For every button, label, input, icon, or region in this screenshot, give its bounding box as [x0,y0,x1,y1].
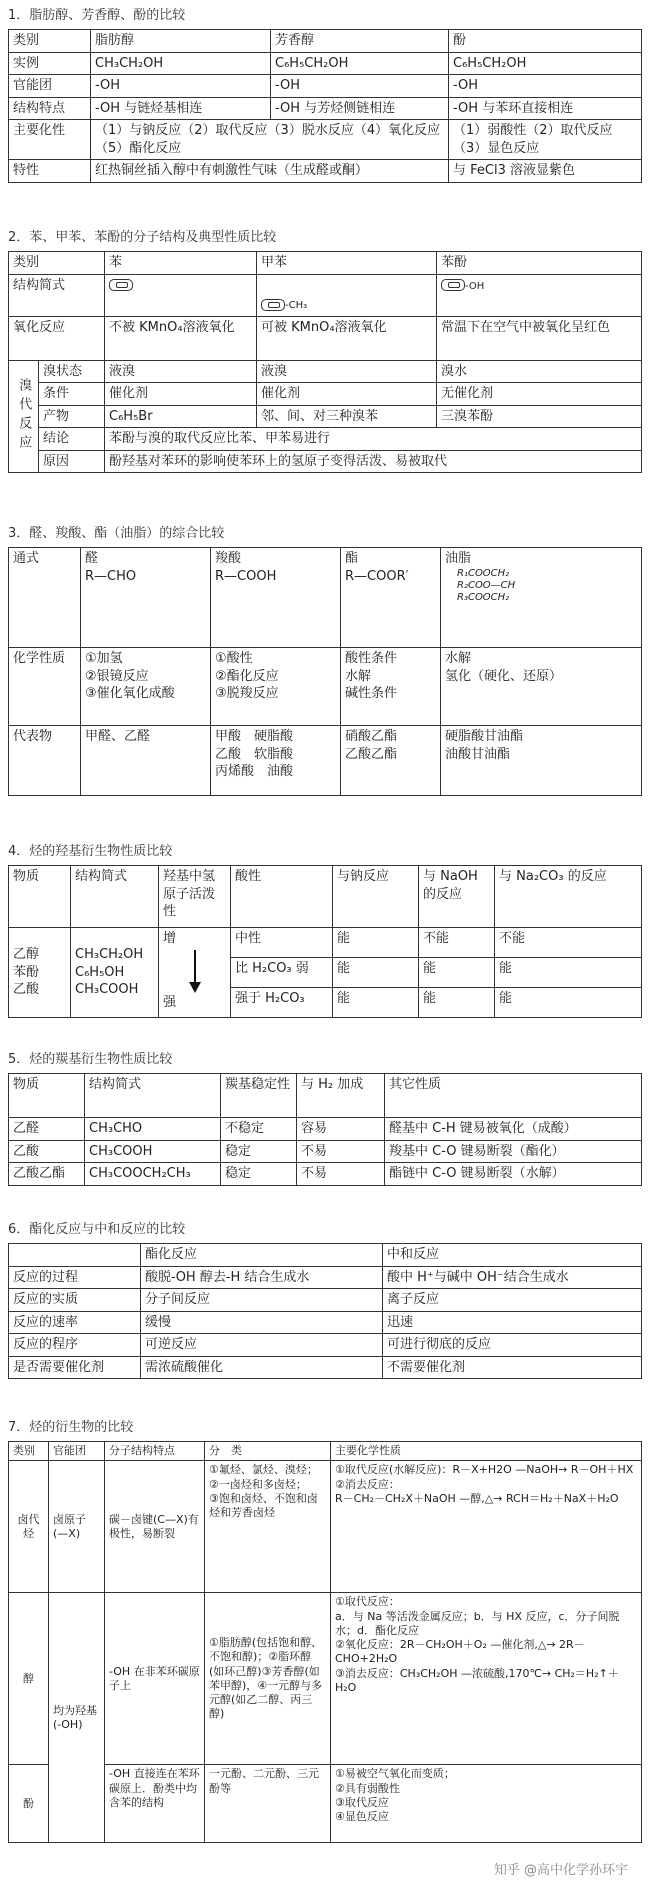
cell: 迅速 [383,1311,642,1334]
header-cell: 酸性 [231,866,333,928]
cell: 羧酸 R—COOH [211,548,341,648]
cell: 卤原子(—X) [49,1461,105,1593]
cell: -OH 与苯环直接相连 [449,97,642,120]
cell: 特性 [9,160,91,183]
header-cell: 主要化学性质 [331,1442,642,1461]
cell: 不能 [419,928,495,958]
table-row [9,383,642,406]
section-3 [8,522,642,796]
header-cell: 脂肪醇 [91,30,271,53]
cell: 溴水 [437,360,642,383]
cell: 催化剂 [257,383,437,406]
header-cell: 其它性质 [385,1074,642,1118]
cell: -OH [91,75,271,98]
header-cell: 类别 [9,1442,49,1461]
cell: 三溴苯酚 [437,405,642,428]
table-row [9,1140,642,1163]
cell: 液溴 [105,360,257,383]
table-row [9,405,642,428]
table-row [9,120,642,160]
cell: 均为羟基(-OH) [49,1593,105,1843]
cell: 稳定 [221,1140,297,1163]
cell: -OH 在非苯环碳原子上 [105,1593,205,1765]
header-cell: 类别 [9,252,105,275]
cell: 乙醇 苯酚 乙酸 [9,928,71,1018]
cell: 酸性条件 水解 碱性条件 [341,648,441,726]
cell: 强于 H₂CO₃ [231,988,333,1018]
cell: 能 [419,958,495,988]
header-cell: 物质 [9,1074,85,1118]
header-cell: 与 Na₂CO₃ 的反应 [495,866,642,928]
cell: 可逆反应 [141,1334,383,1357]
cell: 需浓硫酸催化 [141,1356,383,1379]
cell: -OH 与链烃基相连 [91,97,271,120]
cell: CH₃COOCH₂CH₃ [85,1163,221,1186]
cell: ①取代反应(水解反应)：R－X+H2O —NaOH→ R－OH＋HX ②消去反应： R－CH₂－CH₂X＋NaOH —醇,△→ RCH＝H₂＋NaX＋H₂O [331,1461,642,1593]
table-row [9,1311,642,1334]
watermark: 知乎 @高中化学孙环宇 [490,1857,632,1880]
table-3 [8,547,642,796]
header-cell [9,1244,141,1267]
section-1-title: 1．脂肪醇、芳香醇、酚的比较 [8,8,186,23]
cell: 邻、间、对三种溴苯 [257,405,437,428]
cell: 能 [419,988,495,1018]
cell: 比 H₂CO₃ 弱 [231,958,333,988]
cell: -OH [271,75,449,98]
cell: 液溴 [257,360,437,383]
table-1 [8,29,642,183]
cell: 结论 [39,428,105,451]
cell: 反应的实质 [9,1289,141,1312]
table-5 [8,1073,642,1186]
cell: 红热铜丝插入醇中有刺激性气味（生成醛或酮） [91,160,449,183]
header-cell: 结构简式 [71,866,159,928]
table-row [9,928,642,958]
cell: 分子间反应 [141,1289,383,1312]
cell: 乙酸 [9,1140,85,1163]
benzene-ring-icon [109,279,133,291]
cell: CH₃CH₂OH [91,52,271,75]
benzene-ring-icon [261,299,285,311]
table-row [9,52,642,75]
cell: 苯酚与溴的取代反应比苯、甲苯易进行 [105,428,642,451]
cell: CH₃CHO [85,1118,221,1141]
section-7-title: 7．烃的衍生物的比较 [8,1420,134,1435]
cell: 中性 [231,928,333,958]
cell: 酚羟基对苯环的影响使苯环上的氢原子变得活泼、易被取代 [105,450,642,473]
cell: 羧基中 C-O 键易断裂（酯化） [385,1140,642,1163]
cell: 油脂 R₁COOCH₂ R₂COO—CH R₃COOCH₂ [441,548,642,648]
cell: CH₃COOH [85,1140,221,1163]
section-2 [8,226,642,473]
cell: 常温下在空气中被氧化呈红色 [437,316,642,360]
cell: 不能 [495,928,642,958]
header-cell: 羰基稳定性 [221,1074,297,1118]
header-cell: 结构简式 [85,1074,221,1118]
cell: C₆H₅CH₂OH [449,52,642,75]
header-cell: 官能团 [49,1442,105,1461]
benzene-ring-icon [441,279,465,291]
cell: 酸中 H⁺与碱中 OH⁻结合生成水 [383,1266,642,1289]
cell: 实例 [9,52,91,75]
cell: 原因 [39,450,105,473]
cell: 与 FeCl3 溶液显紫色 [449,160,642,183]
cell: 能 [495,988,642,1018]
cell: （1）与钠反应（2）取代反应（3）脱水反应（4）氧化反应（5）酯化反应 [91,120,449,160]
header-cell: 甲苯 [257,252,437,275]
cell: 卤代烃 [9,1461,49,1593]
cell: 主要化性 [9,120,91,160]
table-row [9,1334,642,1357]
section-4 [8,840,642,1018]
down-arrow-icon [180,948,210,994]
cell: 结构特点 [9,97,91,120]
cell: 不易 [297,1163,385,1186]
section-3-title: 3．醛、羧酸、酯（油脂）的综合比较 [8,526,225,541]
cell: 催化剂 [105,383,257,406]
section-2-title: 2．苯、甲苯、苯酚的分子结构及典型性质比较 [8,230,277,245]
table-row [9,75,642,98]
table-row [9,1442,642,1461]
cell: （1）弱酸性（2）取代反应（3）显色反应 [449,120,642,160]
header-cell: 分 类 [205,1442,331,1461]
cell: 容易 [297,1118,385,1141]
toluene-structure: -CH₃ [257,274,437,316]
cell: 反应的程序 [9,1334,141,1357]
header-cell: 苯酚 [437,252,642,275]
phenol-structure: -OH [437,274,642,316]
cell: 能 [333,928,419,958]
cell: 硝酸乙酯 乙酸乙酯 [341,726,441,796]
table-row [9,1266,642,1289]
cell: 能 [333,958,419,988]
cell: 溴状态 [39,360,105,383]
cell: 能 [333,988,419,1018]
cell: 结构简式 [9,274,105,316]
cell: 酯链中 C-O 键易断裂（水解） [385,1163,642,1186]
cell: 不易 [297,1140,385,1163]
header-cell: 芳香醇 [271,30,449,53]
cell: 条件 [39,383,105,406]
benzene-structure [105,274,257,316]
section-4-title: 4．烃的羟基衍生物性质比较 [8,844,173,859]
cell: 水解 氢化（硬化、还原） [441,648,642,726]
fat-formula: R₁COOCH₂ R₂COO—CH R₃COOCH₂ [457,567,516,603]
cell: 乙酸乙酯 [9,1163,85,1186]
cell: 醛 R—CHO [81,548,211,648]
header-cell: 与 H₂ 加成 [297,1074,385,1118]
cell: 硬脂酸甘油酯 油酸甘油酯 [441,726,642,796]
table-row [9,726,642,796]
cell: 官能团 [9,75,91,98]
cell: 缓慢 [141,1311,383,1334]
cell: 可被 KMnO₄溶液氧化 [257,316,437,360]
table-7 [8,1441,642,1843]
cell: ①加氢 ②银镜反应 ③催化氧化成酸 [81,648,211,726]
cell: -OH 与芳烃侧链相连 [271,97,449,120]
section-5-title: 5．烃的羰基衍生物性质比较 [8,1052,173,1067]
bromination-label: 溴代反应 [9,360,39,473]
cell: 反应的速率 [9,1311,141,1334]
table-row [9,428,642,451]
cell: 不被 KMnO₄溶液氧化 [105,316,257,360]
table-row [9,866,642,928]
table-row [9,450,642,473]
cell: 不稳定 [221,1118,297,1141]
cell: ①氟烃、氯烃、溴烃； ②一卤烃和多卤烃； ③饱和卤烃、不饱和卤烃和芳香卤烃 [205,1461,331,1593]
header-cell: 物质 [9,866,71,928]
table-row [9,316,642,360]
table-row [9,1244,642,1267]
table-row [9,648,642,726]
cell: 醛基中 C-H 键易被氧化（成酸） [385,1118,642,1141]
table-row [9,1593,642,1765]
cell: 酚 [9,1765,49,1843]
cell: 稳定 [221,1163,297,1186]
cell: C₆H₅Br [105,405,257,428]
cell: C₆H₅CH₂OH [271,52,449,75]
table-row [9,274,642,316]
table-row [9,548,642,648]
section-1 [8,4,642,183]
activity-trend: 增 强 [159,928,231,1018]
table-row [9,1461,642,1593]
cell: 代表物 [9,726,81,796]
section-6-title: 6．酯化反应与中和反应的比较 [8,1222,186,1237]
cell: ①取代反应： a．与 Na 等活泼金属反应；b．与 HX 反应，c．分子间脱水；d．酯化反应 ②氧化反应：2R－CH₂OH＋O₂ —催化剂,△→ 2R－CHO+2H₂O ③消去反应：CH₃CH₂OH —浓硫酸,170℃→ CH₂＝H₂↑＋H₂O [331,1593,642,1765]
header-cell: 酚 [449,30,642,53]
header-cell: 分子结构特点 [105,1442,205,1461]
cell: 不需要催化剂 [383,1356,642,1379]
cell: 一元酚、二元酚、三元酚等 [205,1765,331,1843]
table-6 [8,1243,642,1379]
header-cell: 羟基中氢原子活泼性 [159,866,231,928]
table-4 [8,865,642,1018]
table-row [9,1118,642,1141]
header-cell: 酯化反应 [141,1244,383,1267]
table-row [9,1074,642,1118]
table-row [9,1356,642,1379]
cell: CH₃CH₂OH C₆H₅OH CH₃COOH [71,928,159,1018]
table-row [9,1289,642,1312]
cell: -OH 直接连在苯环碳原上．酚类中均含苯的结构 [105,1765,205,1843]
cell: 甲醛、乙醛 [81,726,211,796]
header-cell: 类别 [9,30,91,53]
cell: ①酸性 ②酯化反应 ③脱羧反应 [211,648,341,726]
cell: 氧化反应 [9,316,105,360]
table-2 [8,251,642,473]
table-row [9,97,642,120]
cell: 离子反应 [383,1289,642,1312]
table-row [9,252,642,275]
cell: 通式 [9,548,81,648]
cell: 能 [495,958,642,988]
table-row [9,1163,642,1186]
section-6 [8,1218,642,1379]
cell: 醇 [9,1593,49,1765]
cell: ①脂肪醇(包括饱和醇、不饱和醇)；②脂环醇(如环己醇)③芳香醇(如苯甲醇)，④一元醇与多元醇(如乙二醇、丙三醇) [205,1593,331,1765]
header-cell: 苯 [105,252,257,275]
cell: 乙醛 [9,1118,85,1141]
table-row [9,30,642,53]
cell: 碳－卤键(C—X)有极性，易断裂 [105,1461,205,1593]
cell: 反应的过程 [9,1266,141,1289]
cell: 化学性质 [9,648,81,726]
table-row [9,360,642,383]
header-cell: 与钠反应 [333,866,419,928]
cell: 可进行彻底的反应 [383,1334,642,1357]
cell: 是否需要催化剂 [9,1356,141,1379]
cell: 酯 R—COOR′ [341,548,441,648]
section-5 [8,1048,642,1186]
section-7 [8,1416,642,1843]
cell: ①易被空气氧化而变质； ②具有弱酸性 ③取代反应 ④显色反应 [331,1765,642,1843]
header-cell: 中和反应 [383,1244,642,1267]
cell: -OH [449,75,642,98]
cell: 无催化剂 [437,383,642,406]
table-row [9,160,642,183]
cell: 甲酸 硬脂酸 乙酸 软脂酸 丙烯酸 油酸 [211,726,341,796]
cell: 酸脱-OH 醇去-H 结合生成水 [141,1266,383,1289]
header-cell: 与 NaOH 的反应 [419,866,495,928]
cell: 产物 [39,405,105,428]
